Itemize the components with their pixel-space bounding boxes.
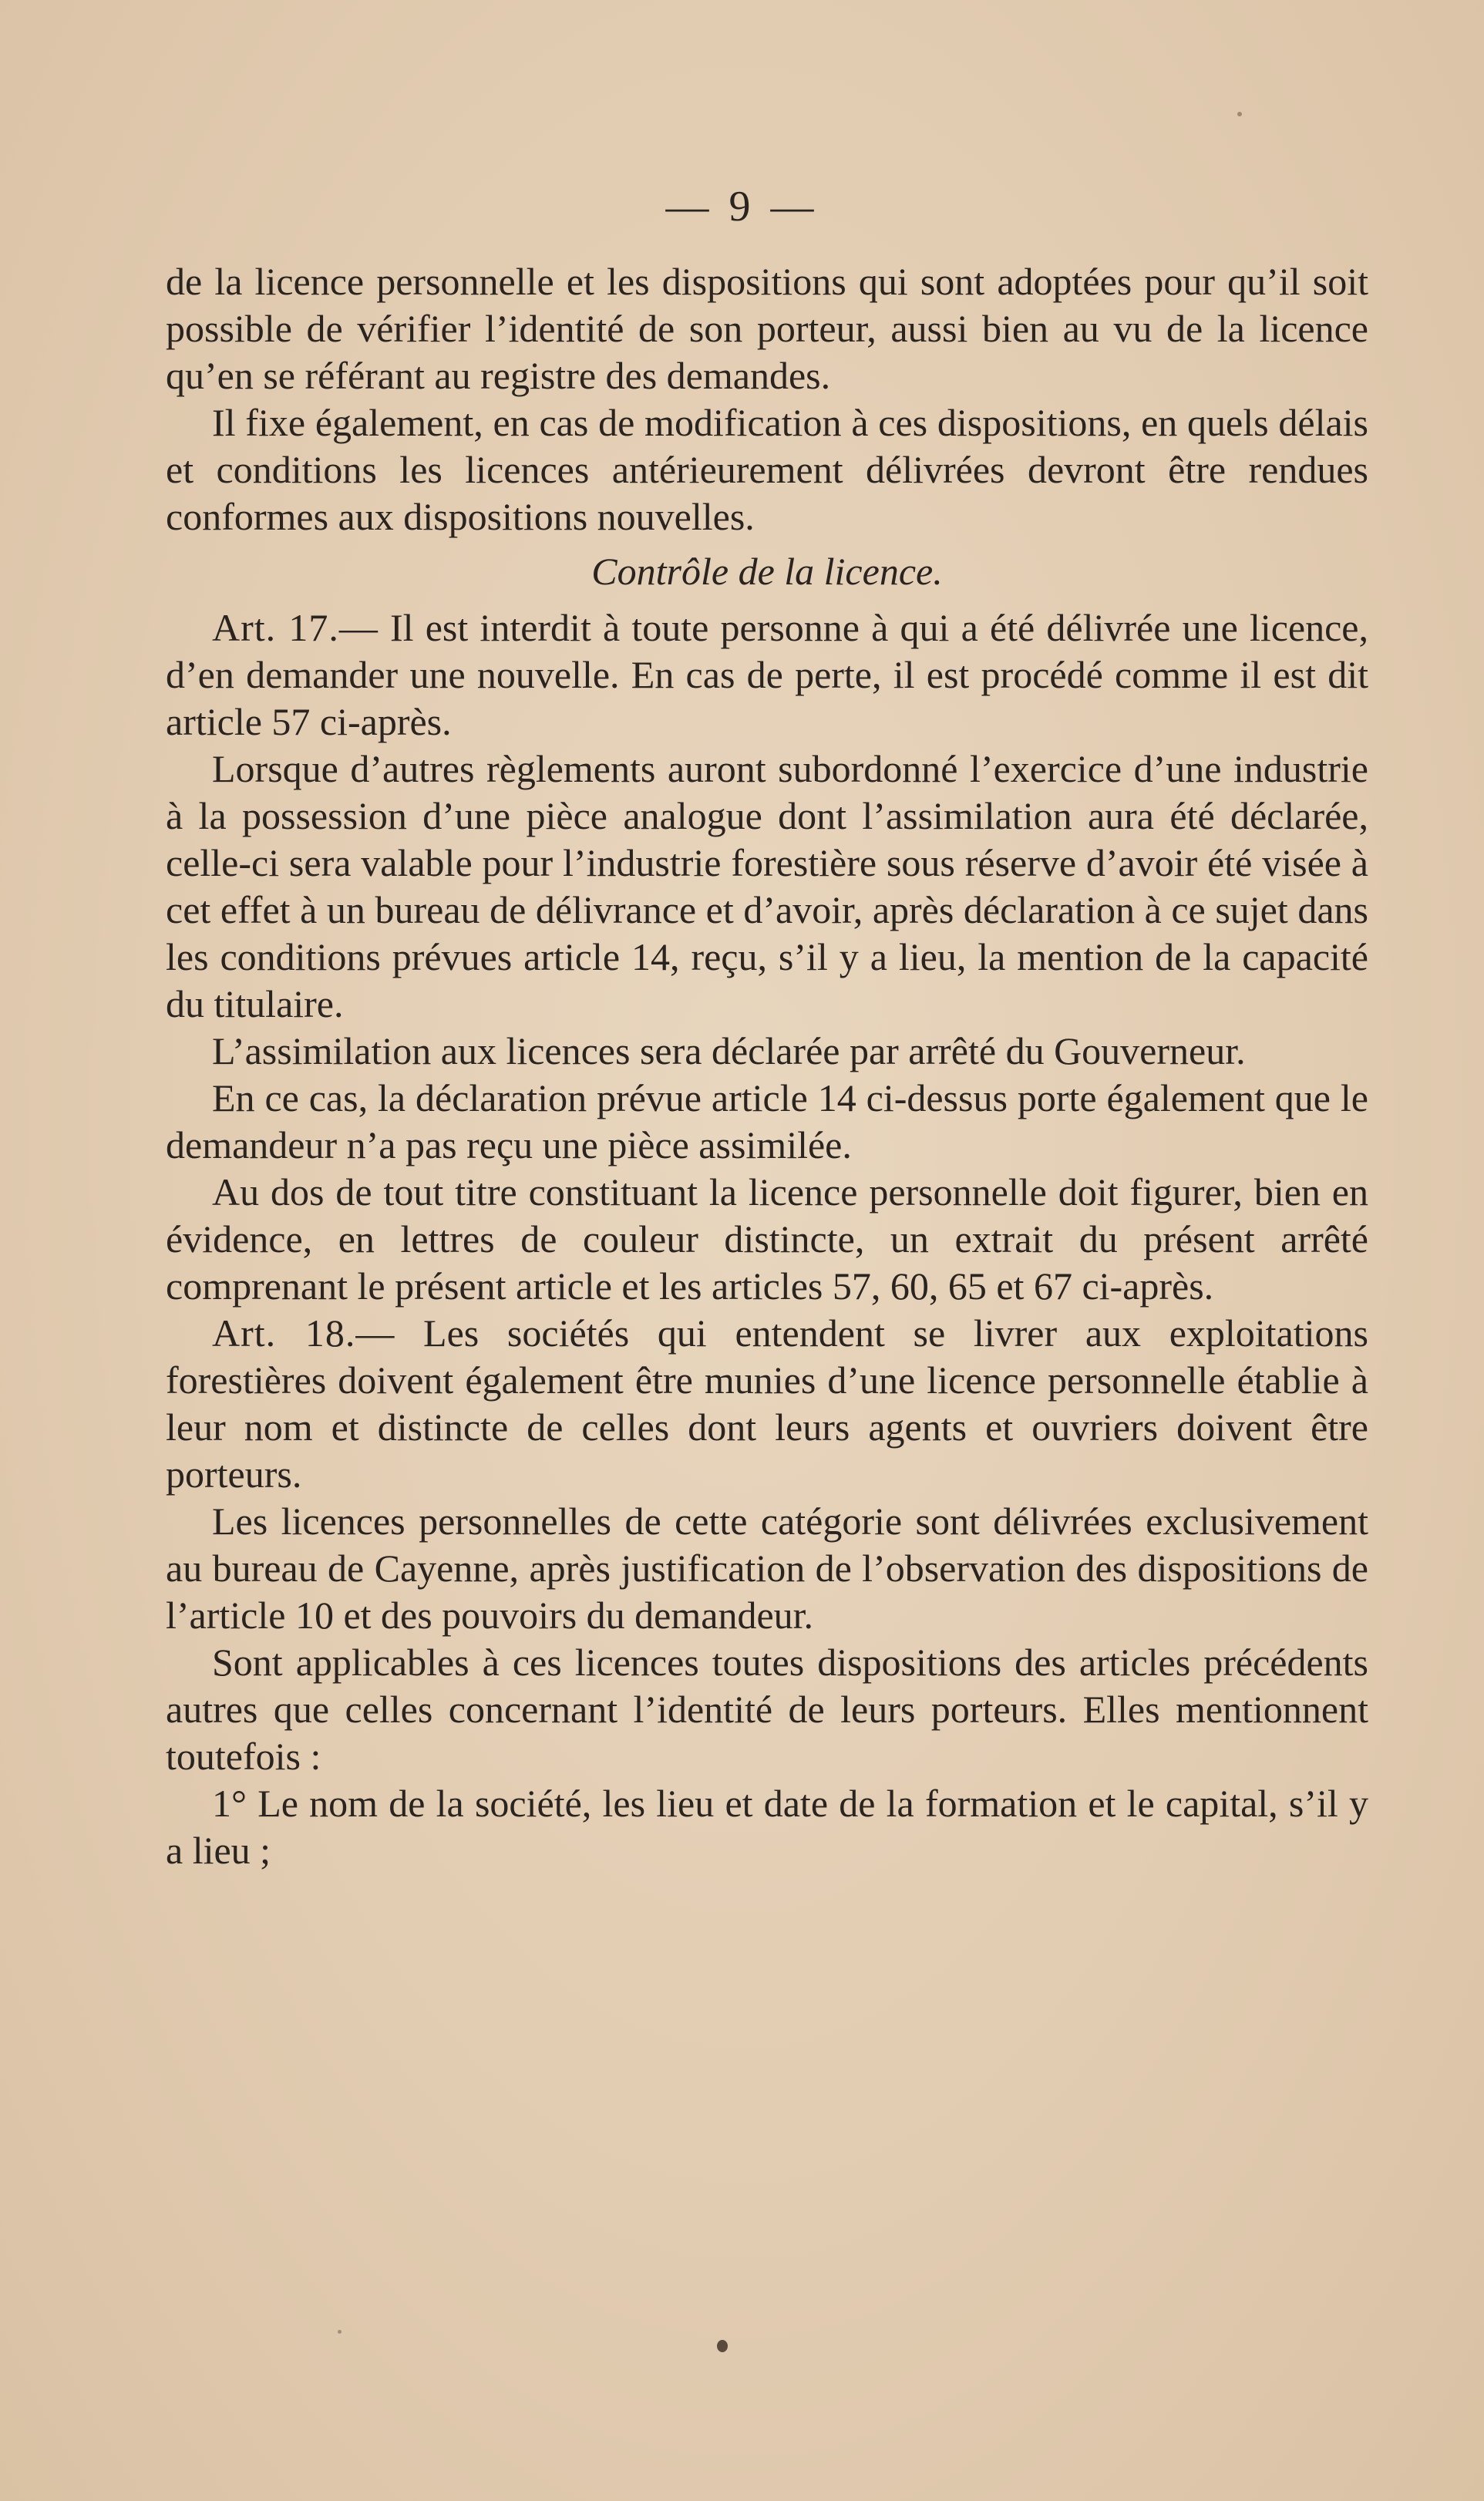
article-17-paragraph-1 — [166, 604, 1368, 746]
article-18-label: Art. 18.— — [212, 1311, 395, 1355]
body-text — [166, 258, 1368, 1874]
page-number: — 9 — — [665, 183, 819, 231]
article-17-text-1: Il est interdit à toute personne à qui a été délivrée une licence, d’en demander une nouvelle. En cas de perte, il est procédé comme il est dit article 57 ci-après. — [166, 606, 1368, 743]
article-17-paragraph-2: Lorsque d’autres règlements auront subordonné l’exercice d’une industrie à la possession d’une pièce analogue dont l’assimilation aura été déclarée, celle-ci sera valable pour l’industrie forestière sous réserve d’avoir été visée à cet effet à un bureau de délivrance et d’avoir, après déclaration à ce sujet dans les conditions prévues article 14, reçu, s’il y a lieu, la mention de la capacité du titulaire. — [166, 747, 1368, 1025]
article-18-item-1: 1° Le nom de la société, les lieu et date de la formation et le capital, s’il y a lieu ; — [166, 1782, 1368, 1872]
article-18-paragraph-1 — [166, 1310, 1368, 1498]
article-17-paragraph-3: L’assimilation aux licences sera déclarée par arrêté du Gouverneur. — [212, 1029, 1246, 1072]
ink-speck — [717, 2340, 728, 2352]
article-18-text-1: Les sociétés qui entendent se livrer aux exploitations forestières doivent également être munies d’une licence personnelle établie à leur nom et distincte de celles dont leurs agents et ouvriers doivent être porteurs. — [166, 1311, 1369, 1496]
ink-speck — [338, 2330, 342, 2334]
article-18-paragraph-2: Les licences personnelles de cette catégorie sont délivrées exclusivement au bureau de Cayenne, après justification de l’observation des dispositions de l’article 10 et des pouvoirs du demandeur. — [166, 1500, 1368, 1637]
article-18-paragraph-3: Sont applicables à ces licences toutes dispositions des articles précédents autres que celles concernant l’identité de leurs porteurs. Elles mentionnent toutefois : — [166, 1641, 1368, 1778]
article-17-label: Art. 17.— — [212, 606, 379, 649]
paragraph-modification: Il fixe également, en cas de modification à ces dispositions, en quels délais et conditions les licences antérieurement délivrées devront être rendues conformes aux dispositions nouvelles. — [166, 401, 1368, 538]
ink-speck — [1237, 112, 1242, 116]
article-17-paragraph-4: En ce cas, la déclaration prévue article 14 ci-dessus porte également que le demandeur n’a pas reçu une pièce assimilée. — [166, 1076, 1368, 1166]
article-17-paragraph-5: Au dos de tout titre constituant la licence personnelle doit figurer, bien en évidence, en lettres de couleur distincte, un extrait du présent arrêté comprenant le présent article et les articles 57, 60, 65 et 67 ci-après. — [166, 1170, 1368, 1308]
paragraph-continuation: de la licence personnelle et les dispositions qui sont adoptées pour qu’il soit possible de vérifier l’identité de son porteur, aussi bien au vu de la licence qu’en se référant au registre des demandes. — [166, 260, 1368, 397]
section-heading: Contrôle de la licence. — [591, 550, 943, 593]
